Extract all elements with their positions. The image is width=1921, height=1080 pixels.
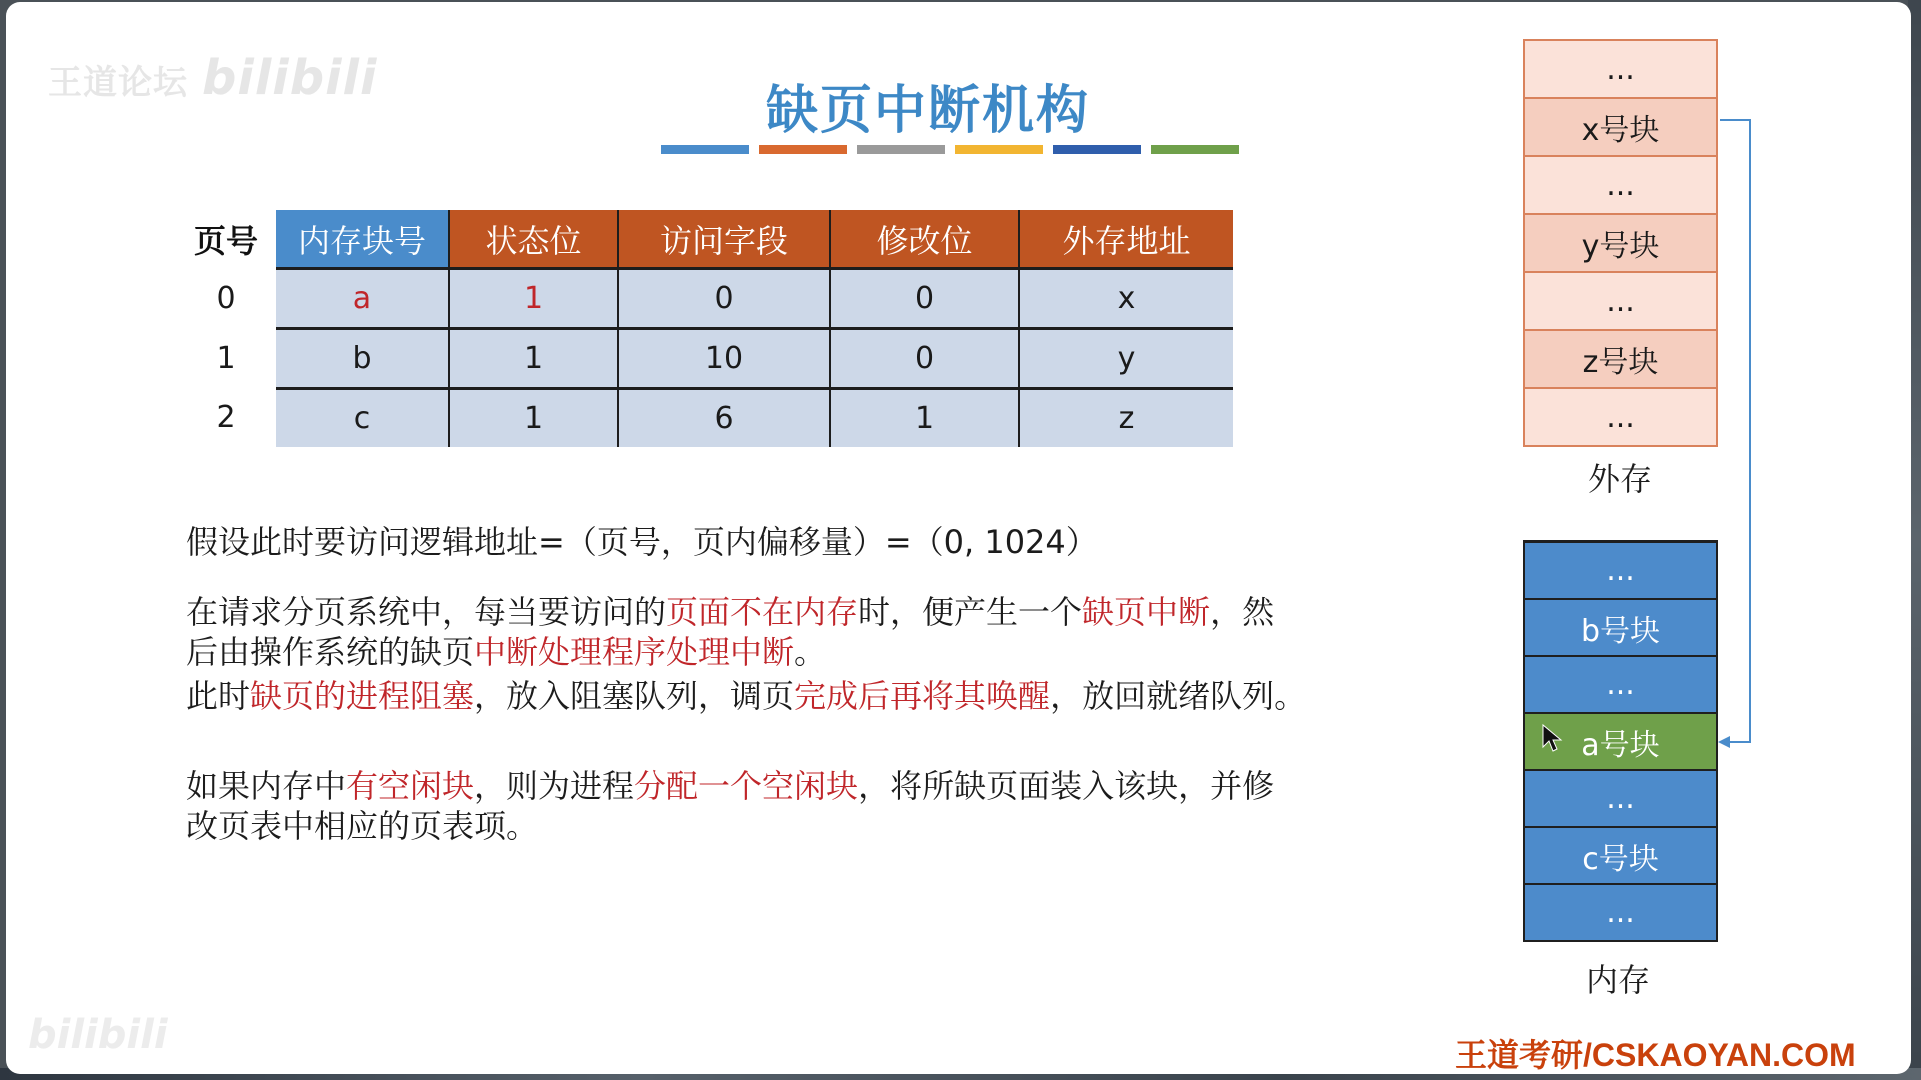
cell-external: y xyxy=(1019,329,1233,389)
row-page-number: 2 xyxy=(216,400,236,436)
text-segment: 。 xyxy=(794,633,827,671)
brand-text: 王道考研/CSKAOYAN.COM xyxy=(1455,1037,1856,1073)
bilibili-logo: bilibili xyxy=(202,50,378,106)
arrow-head xyxy=(1718,736,1730,748)
cell-modify: 0 xyxy=(830,329,1019,389)
text-segment: ，放入阻塞队列，调页 xyxy=(474,677,795,715)
load-arrow xyxy=(6,2,1911,1074)
highlight-text: 分配一个空闲块 xyxy=(634,767,859,805)
external-block: ... xyxy=(1523,39,1718,99)
cell-modify: 1 xyxy=(830,389,1019,448)
cell-modify: 0 xyxy=(830,269,1019,329)
text-segment: 改页表中相应的页表项。 xyxy=(186,807,539,845)
highlight-text: 缺页中断 xyxy=(1082,593,1211,631)
text-segment: 如果内存中 xyxy=(186,767,347,805)
paragraph-logical-address: 假设此时要访问逻辑地址=（页号，页内偏移量）=（0, 1024） xyxy=(186,523,1098,561)
cell-valid: 1 xyxy=(449,389,618,448)
arrow-line xyxy=(1720,120,1750,742)
highlight-text: 完成后再将其唤醒 xyxy=(794,677,1051,715)
cell-access: 0 xyxy=(618,269,830,329)
cell-external: x xyxy=(1019,269,1233,329)
row-page-number: 1 xyxy=(216,341,236,376)
memory-label: 内存 xyxy=(1586,961,1651,999)
memory-block: ... xyxy=(1523,657,1718,714)
bilibili-logo-bottom: bilibili xyxy=(28,1012,168,1058)
highlight-text: 页面不在内存 xyxy=(666,593,859,631)
column-header-valid: 状态位 xyxy=(449,210,618,269)
memory-block-a: a号块 xyxy=(1523,714,1718,771)
text-segment: ，将所缺页面装入该块，并修 xyxy=(858,767,1275,805)
highlight-text: 有空闲块 xyxy=(346,767,475,805)
memory-block: ... xyxy=(1523,540,1718,600)
column-header-modify: 修改位 xyxy=(830,210,1019,269)
cell-valid: 1 xyxy=(449,269,618,329)
memory-block-b: b号块 xyxy=(1523,600,1718,657)
column-header-frame: 内存块号 xyxy=(276,210,449,269)
memory-block: ... xyxy=(1523,771,1718,828)
text-segment: 后由操作系统的缺页 xyxy=(186,633,475,671)
text-segment: ，则为进程 xyxy=(474,767,635,805)
cell-access: 6 xyxy=(618,389,830,448)
text-segment: 此时 xyxy=(186,677,251,715)
text-segment: ，放回就绪队列。 xyxy=(1050,677,1307,715)
highlight-text: 缺页的进程阻塞 xyxy=(250,677,475,715)
cell-external: z xyxy=(1019,389,1233,448)
cell-frame: a xyxy=(276,269,449,329)
highlight-text: 中断处理程序处理中断 xyxy=(474,633,795,671)
text-segment: ，然 xyxy=(1210,593,1275,631)
slide xyxy=(6,2,1911,1074)
external-block-y: y号块 xyxy=(1523,215,1718,273)
external-block: ... xyxy=(1523,157,1718,215)
column-header-page: 页号 xyxy=(193,222,258,261)
external-block: ... xyxy=(1523,273,1718,331)
column-header-access: 访问字段 xyxy=(618,210,830,269)
cell-frame: b xyxy=(276,329,449,389)
cell-valid: 1 xyxy=(449,329,618,389)
memory-block-c: c号块 xyxy=(1523,828,1718,885)
external-block-z: z号块 xyxy=(1523,331,1718,389)
cell-access: 10 xyxy=(618,329,830,389)
memory-block: ... xyxy=(1523,885,1718,942)
slide-title: 缺页中断机构 xyxy=(766,81,1091,141)
external-block-x: x号块 xyxy=(1523,99,1718,157)
watermark-text: 王道论坛 xyxy=(48,63,188,103)
external-block: ... xyxy=(1523,389,1718,447)
row-page-number: 0 xyxy=(216,281,236,316)
mouse-cursor-icon xyxy=(1543,725,1561,751)
cell-frame: c xyxy=(276,389,449,448)
column-header-external: 外存地址 xyxy=(1019,210,1233,269)
text-segment: 时，便产生一个 xyxy=(858,593,1083,631)
text-segment: 在请求分页系统中，每当要访问的 xyxy=(186,593,667,631)
external-storage-label: 外存 xyxy=(1588,460,1653,498)
